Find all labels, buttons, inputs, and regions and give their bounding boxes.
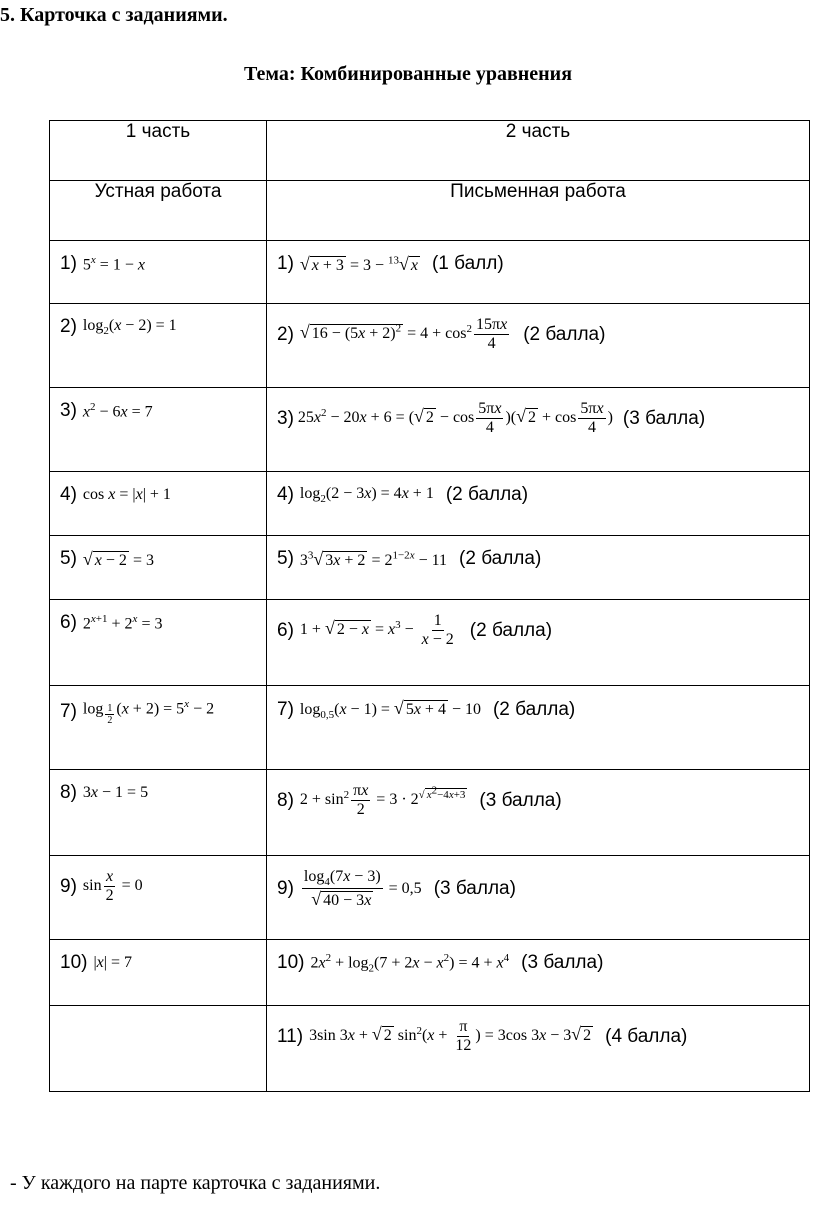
points-label: (1 балл) <box>431 253 504 274</box>
table-header-row <box>50 121 810 181</box>
task-number: 4) <box>277 484 294 505</box>
table-row <box>50 536 810 600</box>
table-row <box>50 388 810 472</box>
table-row <box>50 1006 810 1092</box>
written-equation: 1 + √ $2 - x = x^3$ − $\frac{1}{x - 2}$ <box>299 612 454 648</box>
tasks-table <box>49 120 810 1092</box>
points-label: (2 балла) <box>445 484 529 505</box>
task-number: 2) <box>277 323 294 345</box>
points-label: (4 балла) <box>605 1025 688 1047</box>
task-number: 10) <box>60 952 88 973</box>
table-row <box>50 304 810 388</box>
table-row <box>50 856 810 940</box>
oral-equation: $x^2 - 6x = 7$ <box>82 400 153 421</box>
points-label: (2 балла) <box>459 548 542 569</box>
written-equation: $2x^2 + \log_2(7 + 2x - x^2) = 4 + x^4$ <box>310 952 510 975</box>
written-equation: 3sin 3x + √ 2 $\sin^2(x$ + $\frac{\pi}{12}$ ) = 3cos 3x − 3√ 2 <box>309 1018 592 1054</box>
task-number: 3) <box>277 407 294 429</box>
task-number: 9) <box>277 878 294 900</box>
oral-equation: $2^{x+1} + 2^x = 3$ <box>82 612 163 633</box>
col1-subheader: Устная работа <box>50 181 267 241</box>
task-number: 1) <box>277 253 294 274</box>
table-row <box>50 770 810 856</box>
oral-equation: $5^x = 1 - x$ <box>82 253 145 274</box>
task-number: 8) <box>60 782 77 803</box>
oral-equation: sin $\frac{x}{2}$ = 0 <box>82 868 143 904</box>
written-equation: $\frac{\log_4(7x - 3)}{√ 40 - 3x}$ = 0,5 <box>303 868 422 910</box>
col2-header: 2 часть <box>267 121 810 181</box>
table-row <box>50 600 810 686</box>
written-equation: $3^3√$ $3x + 2 = 2^{1-2x} - 11$ <box>299 548 448 569</box>
task-number: 5) <box>277 548 294 569</box>
task-number: 4) <box>60 484 77 505</box>
table-row <box>50 686 810 770</box>
col2-subheader: Письменная работа <box>267 181 810 241</box>
task-number: 9) <box>60 875 77 897</box>
task-number: 6) <box>277 619 294 641</box>
written-equation: $25x^2 - 20x + 6$ = (√ 2 − cos $\frac{5\pi x}{4}$ )(√ 2 + cos $\frac{5\pi x}{4}$ ) <box>297 400 613 436</box>
task-number: 5) <box>60 548 77 569</box>
oral-equation: √ x − 2 = 3 <box>82 548 154 569</box>
table-row <box>50 940 810 1006</box>
footer-note: - У каждого на парте карточка с заданиями. <box>10 1172 381 1194</box>
task-number: 1) <box>60 253 77 274</box>
points-label: (2 балла) <box>492 698 576 720</box>
task-number: 7) <box>277 698 294 720</box>
written-equation: $\log_{0,5}(x - 1)$ = √ 5x + 4 − 10 <box>299 698 481 722</box>
table-row <box>50 241 810 304</box>
written-equation: $\log_2(2 - 3x) = 4x + 1$ <box>299 484 434 506</box>
task-number: 2) <box>60 316 77 337</box>
table-subheader-row <box>50 181 810 241</box>
points-label: (3 балла) <box>521 952 604 974</box>
task-number: 3) <box>60 400 77 421</box>
oral-equation: cos x = |x| + 1 <box>82 486 171 503</box>
points-label: (3 балла) <box>622 407 706 429</box>
points-label: (3 балла) <box>433 878 516 900</box>
oral-equation: 3x − 1 = 5 <box>82 784 149 801</box>
task-number: 10) <box>277 952 305 974</box>
topic-title: Тема: Комбинированные уравнения <box>243 63 573 85</box>
oral-equation: log $_{\frac{1}{2}}$ $(x + 2) = 5^x - 2$ <box>82 698 215 727</box>
points-label: (3 балла) <box>479 789 562 811</box>
points-label: (2 балла) <box>523 323 606 345</box>
written-equation: $2 + \sin^2$ $\frac{\pi x}{2}$ = $3 \cdot 2^{√ x^2-4x+3}$ <box>299 782 466 818</box>
task-number: 6) <box>60 612 77 633</box>
oral-equation: |x| = 7 <box>93 954 133 971</box>
col1-header: 1 часть <box>50 121 267 181</box>
oral-equation: $\log_2(x - 2) = 1$ <box>82 316 177 338</box>
card-heading: 5. Карточка с заданиями. <box>0 4 228 26</box>
written-equation: √ x + 3 = 3 − $^{13}$√ x <box>299 253 418 274</box>
table-row <box>50 472 810 536</box>
task-number: 11) <box>277 1025 304 1047</box>
task-number: 8) <box>277 789 294 811</box>
written-equation: √ $16 - (5x + 2)^2 = 4 + \cos^2$ $\frac{15\pi x}{4}$ <box>299 316 508 352</box>
points-label: (2 балла) <box>469 619 553 641</box>
task-number: 7) <box>60 701 77 723</box>
